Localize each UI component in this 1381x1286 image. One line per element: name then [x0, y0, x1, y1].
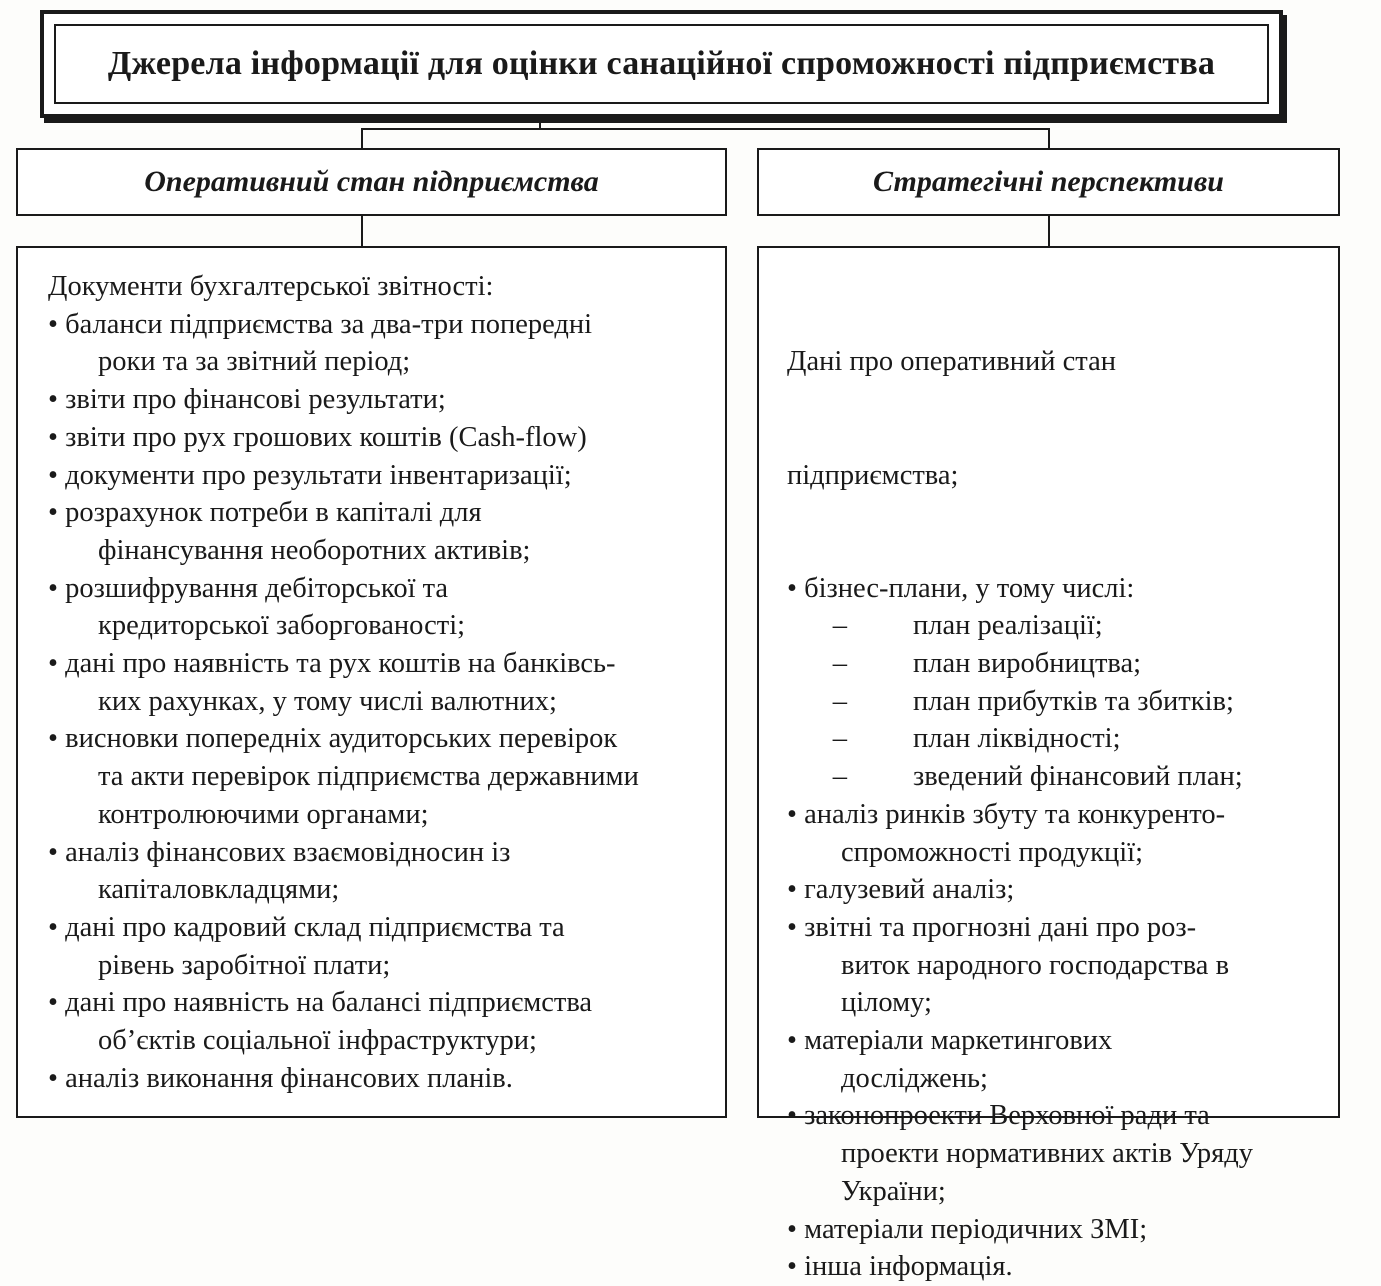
strategic-item [759, 1022, 1338, 1097]
operational-item-line: дані про наявність та рух коштів на банківсь- [65, 648, 616, 680]
business-plan-subitem [759, 758, 1338, 796]
bullet-icon: • [48, 572, 66, 604]
operational-item [18, 419, 725, 457]
operational-item-line: дані про наявність на балансі підприємства [65, 987, 593, 1019]
strategic-item-line: матеріали маркетингових [804, 1025, 1113, 1057]
dash-icon: – [832, 723, 847, 755]
strategic-item-line: галузевий аналіз; [804, 874, 1015, 906]
operational-data-heading-line: підприємства; [787, 459, 959, 491]
strategic-item [759, 1211, 1338, 1249]
operational-item-line: контролюючими органами; [98, 798, 429, 830]
strategic-item [759, 1097, 1338, 1210]
strategic-item [759, 871, 1338, 909]
operational-item [18, 306, 725, 381]
operational-sources-box [16, 246, 727, 1118]
operational-item-line: висновки попередніх аудиторських перевірок [65, 723, 618, 755]
operational-item-line: об’єктів соціальної інфраструктури; [98, 1025, 537, 1057]
business-plan-subitem [759, 683, 1338, 721]
operational-item-line: баланси підприємства за два-три попередні [65, 308, 593, 340]
operational-item-line: звіти про рух грошових коштів (Cash-flow) [65, 421, 587, 453]
bullet-icon: • [787, 1251, 805, 1283]
operational-item-line: розшифрування дебіторської та [65, 572, 449, 604]
bullet-icon: • [787, 1025, 805, 1057]
strategic-item-line: цілому; [841, 987, 932, 1019]
operational-item [18, 720, 725, 833]
operational-item-line: аналіз фінансових взаємовідносин із [65, 836, 511, 868]
strategic-item-line: аналіз ринків збуту та конкуренто- [804, 798, 1226, 830]
strategic-item [759, 1248, 1338, 1286]
strategic-item-line: інша інформація. [804, 1251, 1013, 1283]
strategic-item-line: виток народного господарства в [841, 949, 1230, 981]
operational-item [18, 494, 725, 569]
operational-state-header [16, 148, 727, 216]
connector-right-lower [1048, 216, 1050, 246]
bullet-icon: • [48, 1062, 66, 1094]
dash-icon: – [832, 610, 847, 642]
dash-icon: – [832, 648, 847, 680]
operational-item-line: ких рахунках, у тому числі валютних; [98, 685, 557, 717]
connector-right-branch [1048, 128, 1050, 148]
strategic-item [759, 909, 1338, 1022]
operational-item-line: фінансування необоротних активів; [98, 534, 531, 566]
strategic-item-line: звітні та прогнозні дані про роз- [804, 911, 1197, 943]
operational-item [18, 457, 725, 495]
bullet-icon: • [48, 648, 66, 680]
business-plans-label: бізнес-плани, у тому числі: [804, 572, 1135, 604]
operational-item [18, 645, 725, 720]
bullet-icon: • [787, 874, 805, 906]
strategic-sources-box [757, 246, 1340, 1283]
dash-icon: – [832, 761, 847, 793]
business-plan-subitem-label: план ліквідності; [913, 723, 1121, 755]
operational-item-line: рівень заробітної плати; [98, 949, 391, 981]
operational-item [18, 834, 725, 909]
strategic-item-line: досліджень; [841, 1062, 988, 1094]
operational-item [18, 381, 725, 419]
operational-item-line: та акти перевірок підприємства державними [98, 761, 639, 793]
operational-sources-list [18, 268, 725, 1097]
connector-horizontal [361, 128, 1050, 130]
operational-data-heading [759, 268, 1338, 570]
bullet-icon: • [48, 497, 66, 529]
operational-data-heading-line: Дані про оперативний стан [787, 346, 1116, 378]
bullet-icon: • [787, 1213, 805, 1245]
operational-item [18, 909, 725, 984]
connector-left-lower [361, 216, 363, 246]
dash-icon: – [832, 685, 847, 717]
operational-item-line: дані про кадровий склад підприємства та [65, 911, 565, 943]
connector-left-branch [361, 128, 363, 148]
diagram-title: Джерела інформації для оцінки санаційної спроможності підприємства [107, 45, 1216, 82]
strategic-item-line: проекти нормативних актів Уряду [841, 1138, 1254, 1170]
operational-item-line: капіталовкладцями; [98, 874, 340, 906]
strategic-item [759, 796, 1338, 871]
operational-item [18, 1060, 725, 1098]
bullet-icon: • [48, 836, 66, 868]
business-plan-subitem-label: зведений фінансовий план; [913, 761, 1243, 793]
operational-item [18, 984, 725, 1059]
business-plan-subitem-label: план прибутків та збитків; [913, 685, 1234, 717]
strategic-item-line: матеріали періодичних ЗМІ; [804, 1213, 1148, 1245]
operational-item-line: звіти про фінансові результати; [65, 384, 446, 416]
bullet-icon: • [48, 911, 66, 943]
bullet-icon: • [48, 723, 66, 755]
strategic-prospects-header [757, 148, 1340, 216]
business-plan-subitem-label: план реалізації; [913, 610, 1103, 642]
business-plan-subitem [759, 645, 1338, 683]
accounting-documents-heading: Документи бухгалтерської звітності: [48, 271, 494, 302]
business-plan-subitem [759, 607, 1338, 645]
business-plans-item: • бізнес-плани, у тому числі: [787, 572, 1135, 604]
operational-item-line: аналіз виконання фінансових планів. [65, 1062, 513, 1094]
operational-item [18, 570, 725, 645]
bullet-icon: • [787, 911, 805, 943]
bullet-icon: • [48, 459, 66, 491]
strategic-prospects-header-label: Стратегічні перспективи [873, 165, 1224, 198]
bullet-icon: • [48, 308, 66, 340]
business-plan-subitem [759, 720, 1338, 758]
strategic-item-line: спроможності продукції; [841, 836, 1144, 868]
bullet-icon: • [48, 987, 66, 1019]
operational-item-line: роки та за звітний період; [98, 346, 411, 378]
bullet-icon: • [787, 798, 805, 830]
bullet-icon: • [48, 384, 66, 416]
operational-item-line: документи про результати інвентаризації; [65, 459, 572, 491]
diagram-title-box [40, 10, 1283, 118]
bullet-icon: • [48, 421, 66, 453]
bullet-icon: • [787, 1100, 805, 1132]
operational-item-line: розрахунок потреби в капіталі для [65, 497, 482, 529]
operational-state-header-label: Оперативний стан підприємства [144, 165, 599, 198]
business-plan-subitem-label: план виробництва; [913, 648, 1142, 680]
strategic-sources-list [759, 268, 1338, 1286]
strategic-item-line: України; [841, 1175, 946, 1207]
strategic-item-line: законопроекти Верховної ради та [804, 1100, 1210, 1132]
diagram-title-frame [54, 24, 1269, 104]
operational-item-line: кредиторської заборгованості; [98, 610, 466, 642]
